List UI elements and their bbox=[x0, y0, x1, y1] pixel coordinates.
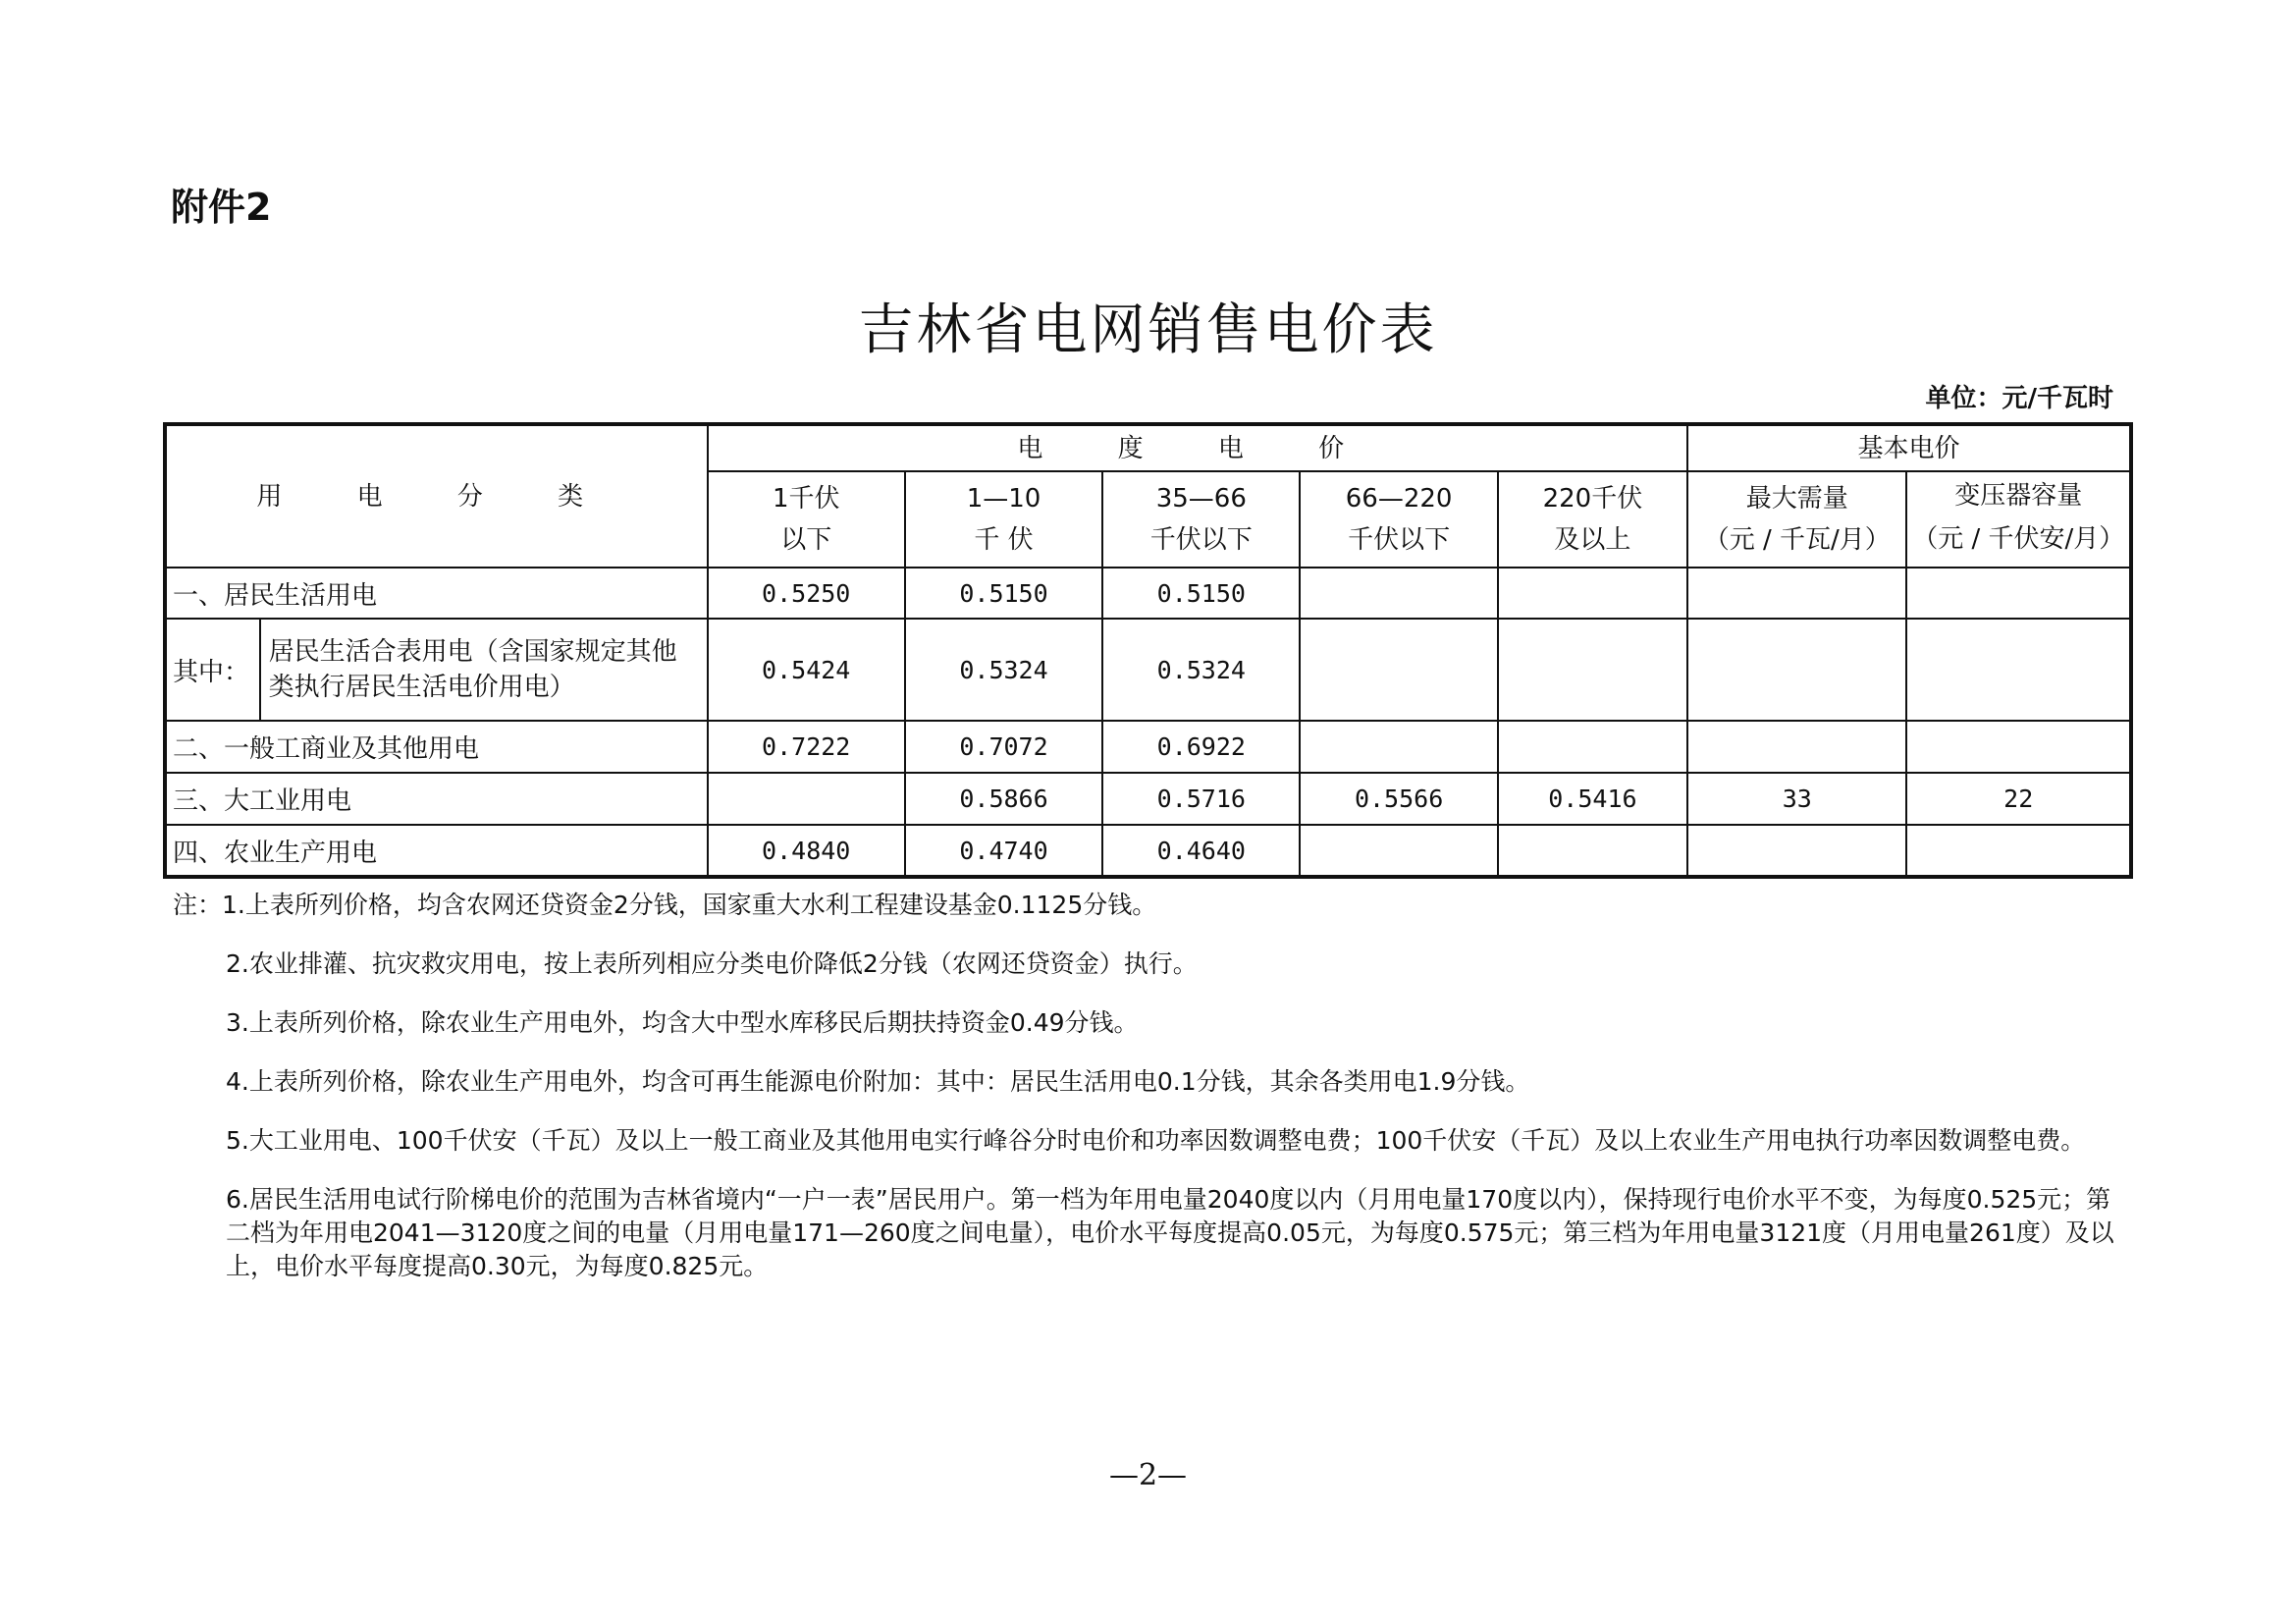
row-label: 四、农业生产用电 bbox=[165, 825, 708, 877]
energy-price-header: 电 度 电 价 bbox=[708, 424, 1687, 471]
voltage-column-header: 220千伏 及以上 bbox=[1498, 471, 1687, 568]
table-cell: 0.7072 bbox=[905, 721, 1102, 773]
table-cell: 0.5250 bbox=[708, 568, 905, 619]
table-cell: 0.5324 bbox=[1102, 619, 1300, 721]
attachment-label: 附件2 bbox=[171, 186, 272, 229]
table-cell bbox=[1300, 568, 1497, 619]
table-cell: 0.4640 bbox=[1102, 825, 1300, 877]
table-cell: 0.5324 bbox=[905, 619, 1102, 721]
table-cell: 0.5416 bbox=[1498, 773, 1687, 825]
table-cell bbox=[1687, 619, 1906, 721]
note-item: 3.上表所列价格，除农业生产用电外，均含大中型水库移民后期扶持资金0.49分钱。 bbox=[226, 1008, 1139, 1037]
page-number: —2— bbox=[1108, 1458, 1188, 1492]
table-cell: 22 bbox=[1906, 773, 2131, 825]
notes-section bbox=[173, 889, 2126, 1283]
table-cell: 0.5150 bbox=[1102, 568, 1300, 619]
table-cell: 0.5866 bbox=[905, 773, 1102, 825]
note-item: 5.大工业用电、100千伏安（千瓦）及以上一般工商业及其他用电实行峰谷分时电价和功率因数调整电费；100千伏安（千瓦）及以上农业生产用电执行功率因数调整电费。 bbox=[226, 1126, 2086, 1155]
table-cell bbox=[1498, 825, 1687, 877]
table-row bbox=[165, 568, 2131, 619]
table-row bbox=[165, 619, 2131, 721]
basic-price-header: 基本电价 bbox=[1687, 424, 2131, 471]
table-cell bbox=[1300, 721, 1497, 773]
table-cell bbox=[1687, 568, 1906, 619]
price-table bbox=[163, 422, 2133, 879]
table-cell bbox=[1906, 721, 2131, 773]
table-row bbox=[165, 721, 2131, 773]
unit-label: 单位：元/千瓦时 bbox=[1925, 384, 2113, 413]
table-cell bbox=[1498, 619, 1687, 721]
table-cell: 0.4740 bbox=[905, 825, 1102, 877]
table-cell bbox=[708, 773, 905, 825]
table-cell bbox=[1300, 619, 1497, 721]
table-row bbox=[165, 773, 2131, 825]
table-cell bbox=[1687, 721, 1906, 773]
category-header: 用 电 分 类 bbox=[165, 424, 708, 568]
table-cell: 0.7222 bbox=[708, 721, 905, 773]
note-item: 6.居民生活用电试行阶梯电价的范围为吉林省境内“一户一表”居民用户。第一档为年用电量2040度以内（月用电量170度以内），保持现行电价水平不变，为每度0.525元；第二档为年用电2041—3120度之间的电量（月用电量171—260度之间电量），电价水平每度提高0.05元，为每度0.575元；第三档为年用电量3121度（月用电量261度）及以上，电价水平每度提高0.30元，为每度0.825元。 bbox=[226, 1185, 2114, 1280]
table-cell: 0.5424 bbox=[708, 619, 905, 721]
table-cell: 0.5716 bbox=[1102, 773, 1300, 825]
table-cell bbox=[1906, 619, 2131, 721]
table-cell bbox=[1906, 825, 2131, 877]
table-cell bbox=[1498, 721, 1687, 773]
table-cell: 0.5566 bbox=[1300, 773, 1497, 825]
table-cell: 33 bbox=[1687, 773, 1906, 825]
voltage-column-header: 66—220 千伏以下 bbox=[1300, 471, 1497, 568]
max-demand-header: 最大需量 （元 / 千瓦/月） bbox=[1687, 471, 1906, 568]
table-cell: 0.4840 bbox=[708, 825, 905, 877]
row-label: 二、一般工商业及其他用电 bbox=[165, 721, 708, 773]
note-item: 2.农业排灌、抗灾救灾用电，按上表所列相应分类电价降低2分钱（农网还贷资金）执行。 bbox=[226, 949, 1198, 978]
voltage-column-header: 1千伏 以下 bbox=[708, 471, 905, 568]
voltage-column-header: 35—66 千伏以下 bbox=[1102, 471, 1300, 568]
table-cell bbox=[1498, 568, 1687, 619]
note-item: 4.上表所列价格，除农业生产用电外，均含可再生能源电价附加：其中：居民生活用电0.1分钱，其余各类用电1.9分钱。 bbox=[226, 1067, 1530, 1096]
table-cell bbox=[1906, 568, 2131, 619]
row-label: 居民生活合表用电（含国家规定其他类执行居民生活电价用电） bbox=[260, 619, 708, 721]
table-cell: 0.5150 bbox=[905, 568, 1102, 619]
table-row bbox=[165, 825, 2131, 877]
voltage-column-header: 1—10 千 伏 bbox=[905, 471, 1102, 568]
table-cell: 0.6922 bbox=[1102, 721, 1300, 773]
row-prefix: 其中： bbox=[165, 619, 260, 721]
row-label: 三、大工业用电 bbox=[165, 773, 708, 825]
table-cell bbox=[1687, 825, 1906, 877]
note-item: 注：1.上表所列价格，均含农网还贷资金2分钱，国家重大水利工程建设基金0.1125分钱。 bbox=[173, 891, 1157, 919]
transformer-capacity-header: 变压器容量 （元 / 千伏安/月） bbox=[1906, 471, 2131, 568]
table-cell bbox=[1300, 825, 1497, 877]
page-title: 吉林省电网销售电价表 bbox=[858, 298, 1438, 362]
row-label: 一、居民生活用电 bbox=[165, 568, 708, 619]
